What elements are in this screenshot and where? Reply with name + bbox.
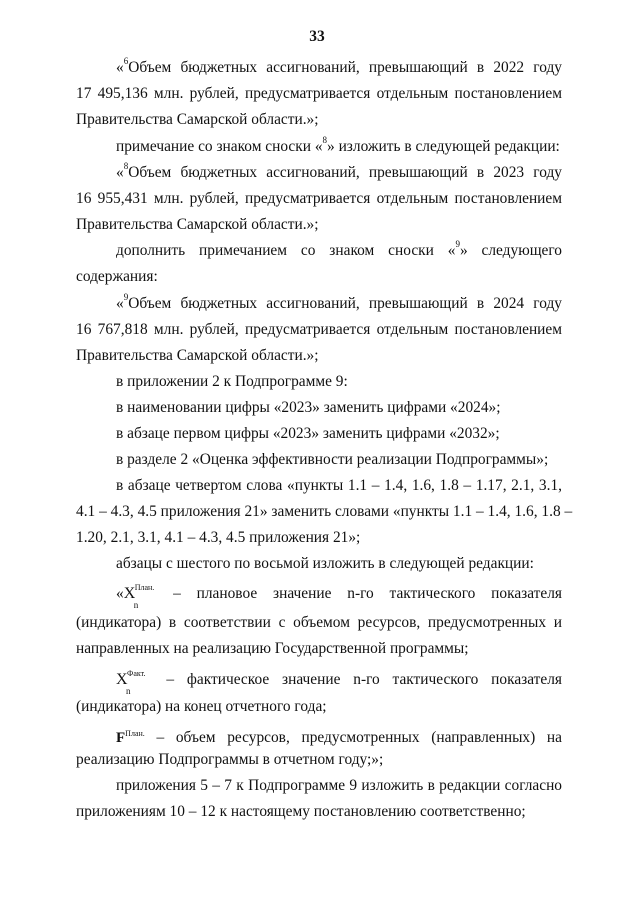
- instruction-paragraph-1: в абзаце первом цифры «2023» заменить цифрами «2032»;: [116, 425, 500, 442]
- definition-f-plan-line-2: реализацию Подпрограммы в отчетном году;»;: [76, 751, 384, 768]
- instruction-footnote-8: примечание со знаком сноски «$^8$» изложить в следующей редакции:: [116, 134, 560, 155]
- instruction-paragraphs-6-8: абзацы с шестого по восьмой изложить в следующей редакции:: [116, 555, 534, 572]
- instruction-footnote-9-line-2: содержания:: [76, 268, 158, 285]
- footnote-8-line-2: 16 955,431 млн. рублей, предусматривается отдельным постановлением: [76, 190, 562, 207]
- instruction-appendix-2: в приложении 2 к Подпрограмме 9:: [116, 373, 348, 390]
- instruction-paragraph-4-line-2: 4.1 – 4.3, 4.5 приложения 21» заменить словами «пункты 1.1 – 1.4, 1.6, 1.8 –: [76, 503, 573, 520]
- x-fact-symbol: X n Факт.: [116, 669, 146, 696]
- definition-x-plan-line-1: «X n План. – плановое значение n-го тактического показателя: [116, 583, 562, 610]
- footnote-8-line-1: «$^8$Объем бюджетных ассигнований, превышающий в 2023 году: [116, 160, 562, 181]
- footnote-6-line-1: «$^6$Объем бюджетных ассигнований, превышающий в 2022 году: [116, 55, 562, 76]
- page-number: 33: [309, 28, 325, 45]
- definition-x-fact-line-2: (индикатора) на конец отчетного года;: [76, 698, 327, 715]
- footnote-9-line-2: 16 767,818 млн. рублей, предусматривается отдельным постановлением: [76, 321, 562, 338]
- x-plan-symbol: X n План.: [123, 583, 155, 610]
- footnote-9-line-3: Правительства Самарской области.»;: [76, 347, 319, 364]
- definition-x-plan-line-3: направленных на реализацию Государственной программы;: [76, 640, 469, 657]
- instruction-paragraph-4-line-1: в абзаце четвертом слова «пункты 1.1 – 1.4, 1.6, 1.8 – 1.17, 2.1, 3.1,: [116, 477, 562, 494]
- instruction-section-2: в разделе 2 «Оценка эффективности реализации Подпрограммы»;: [116, 451, 549, 468]
- instruction-paragraph-4-line-3: 1.20, 2.1, 3.1, 4.1 – 4.3, 4.5 приложения 21»;: [76, 529, 361, 546]
- instruction-footnote-9-line-1: дополнить примечанием со знаком сноски «$^9$» следующего: [116, 238, 563, 259]
- instruction-appendices-line-1: приложения 5 – 7 к Подпрограмме 9 изложить в редакции согласно: [116, 777, 562, 794]
- f-plan-symbol: $F^{План.}$: [116, 729, 145, 746]
- instruction-appendices-line-2: приложениям 10 – 12 к настоящему постановлению соответственно;: [76, 803, 526, 820]
- instruction-name: в наименовании цифры «2023» заменить цифрами «2024»;: [116, 399, 501, 416]
- footnote-9-line-1: «$^9$Объем бюджетных ассигнований, превышающий в 2024 году: [116, 291, 562, 312]
- definition-x-plan-line-2: (индикатора) в соответствии с объемом ресурсов, предусмотренных и: [76, 614, 562, 631]
- footnote-6-line-2: 17 495,136 млн. рублей, предусматривается отдельным постановлением: [76, 85, 562, 102]
- footnote-8-line-3: Правительства Самарской области.»;: [76, 216, 319, 233]
- definition-f-plan-line-1: $F^{План.}$ – объем ресурсов, предусмотренных (направленных) на: [116, 729, 562, 746]
- definition-x-fact-line-1: X n Факт. – фактическое значение n-го тактического показателя: [116, 669, 562, 696]
- footnote-6-line-3: Правительства Самарской области.»;: [76, 111, 319, 128]
